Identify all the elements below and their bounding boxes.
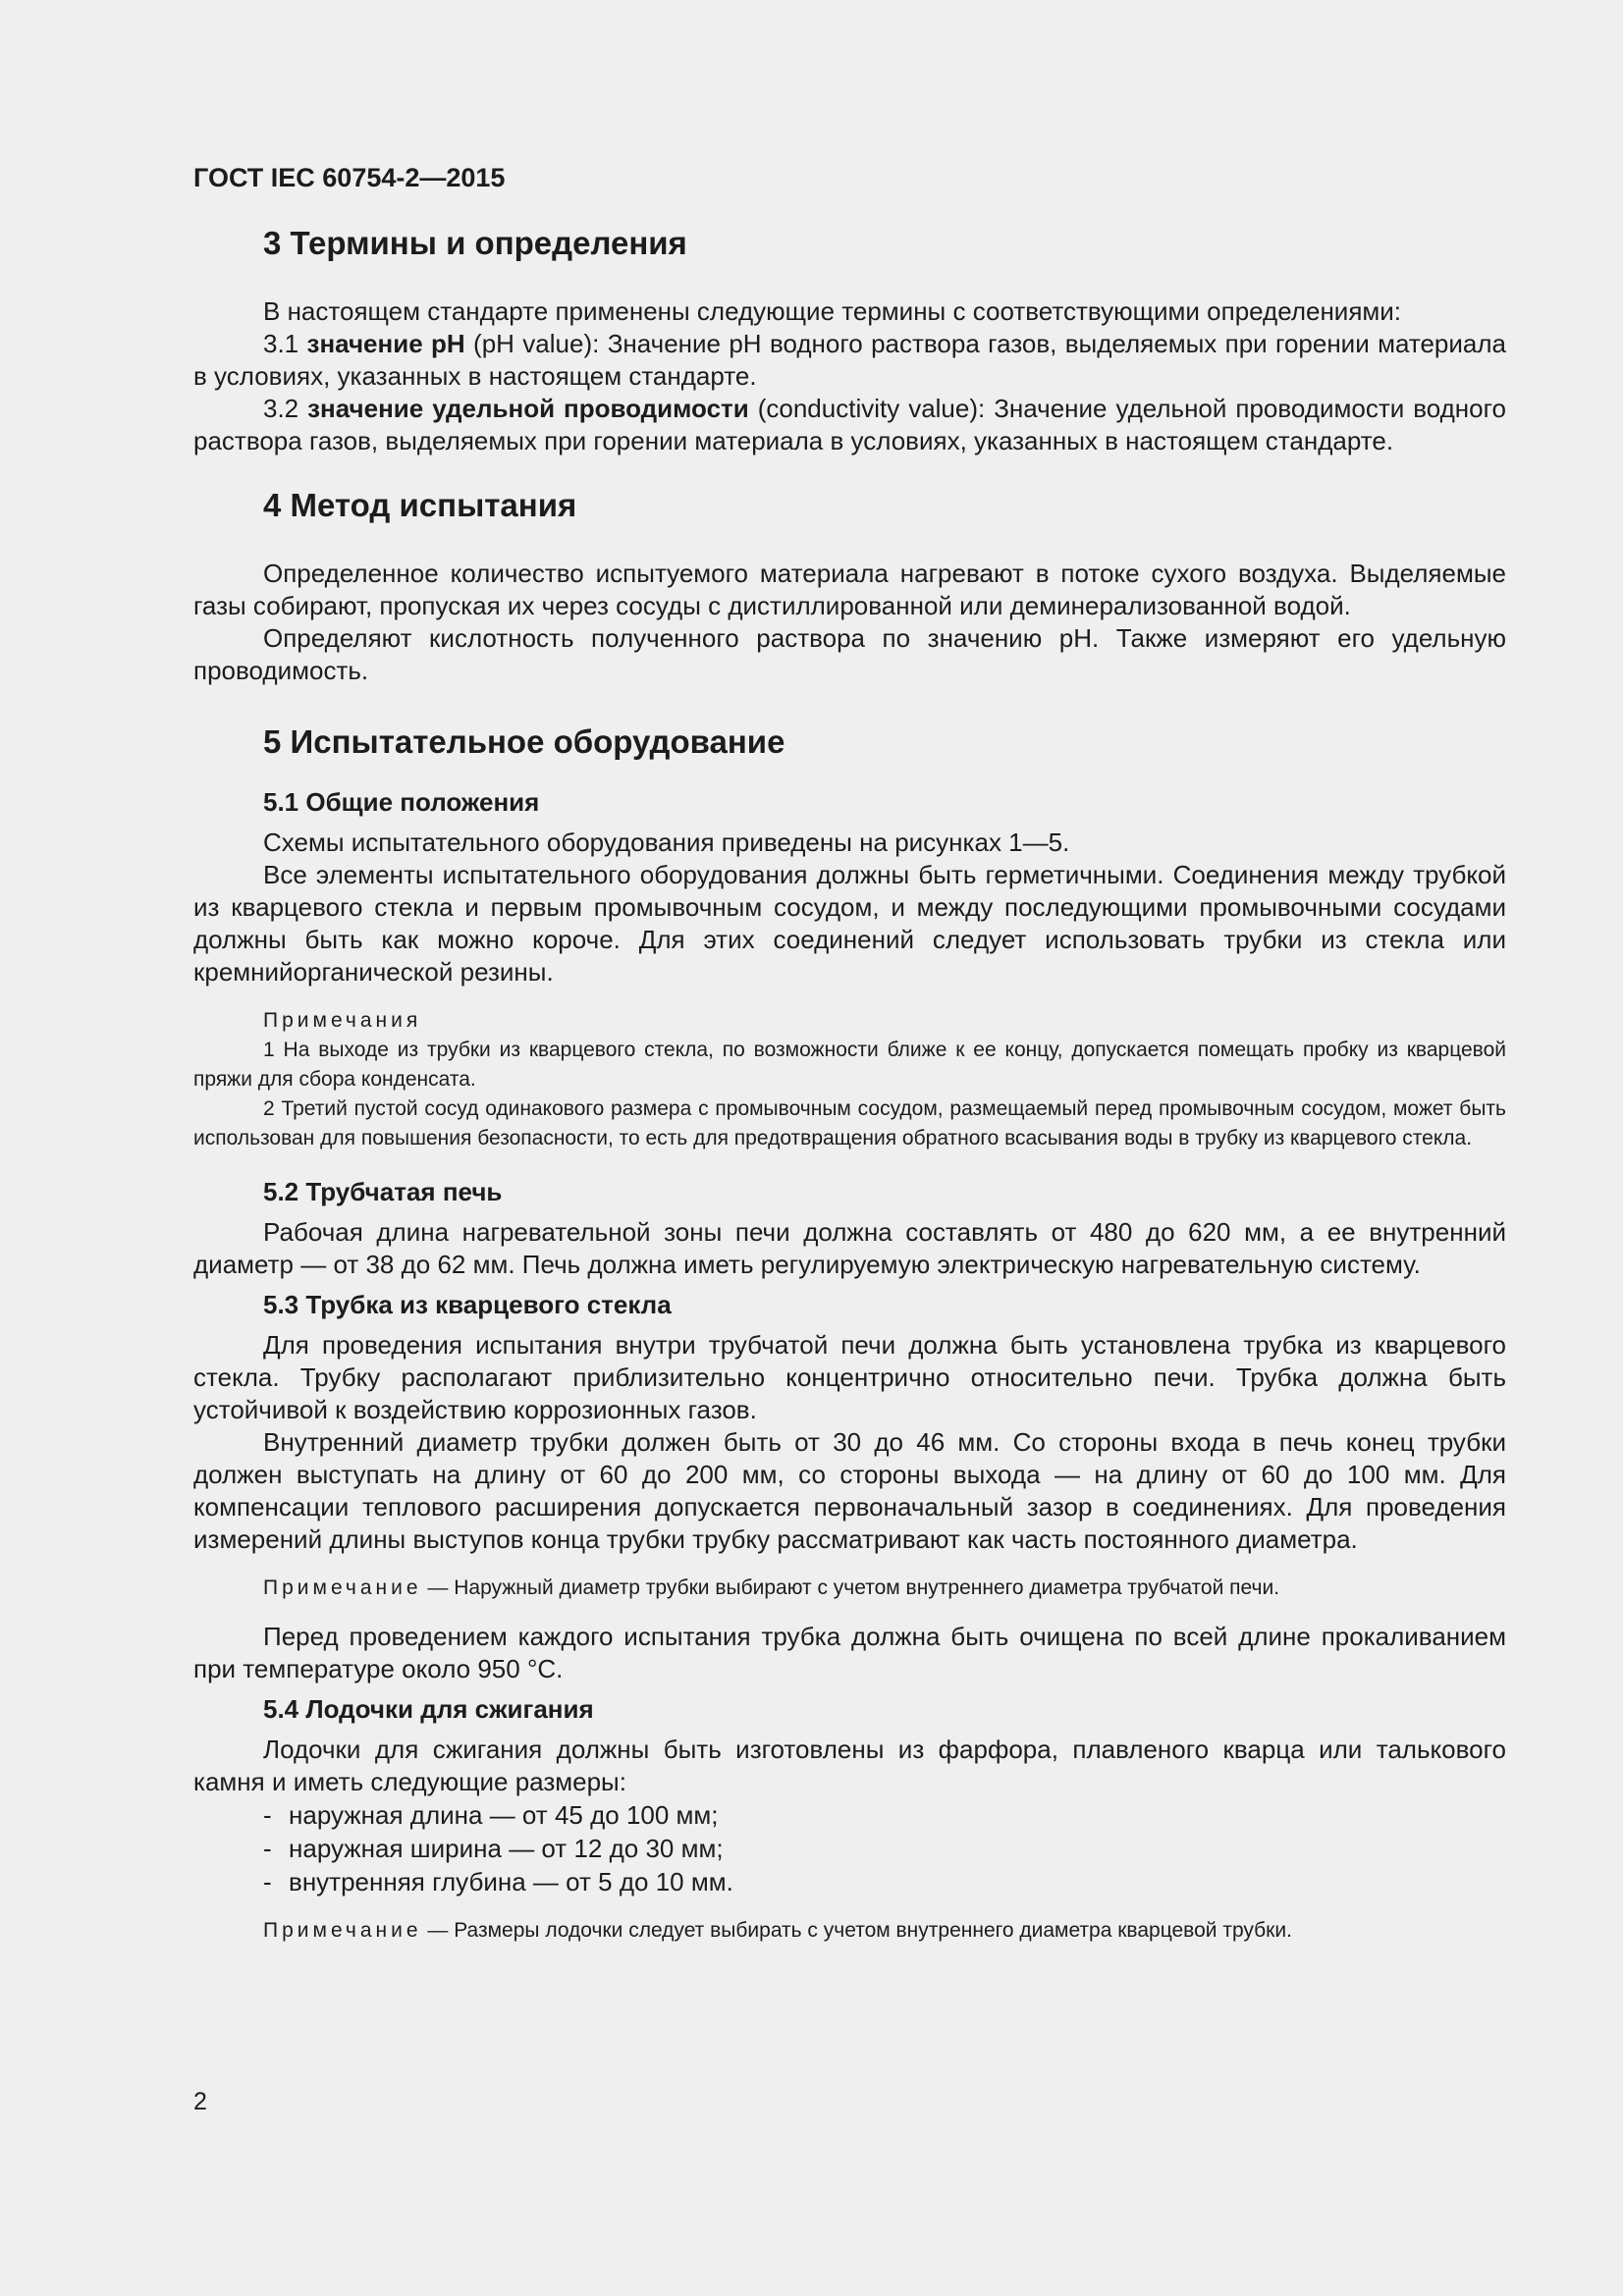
section-5-title: 5 Испытательное оборудование	[263, 723, 785, 760]
dimensions-list	[193, 1798, 1506, 1898]
list-item-text: наружная ширина — от 12 до 30 мм;	[289, 1834, 724, 1863]
term-3-1-term: значение рН	[306, 329, 465, 358]
section-4-paragraph-1: Определенное количество испытуемого материала нагревают в потоке сухого воздуха. Выделяемые газы собирают, пропуская их через сосуды с дистиллированной или деминерализованной водой.	[193, 559, 1506, 620]
subsection-5-3-paragraph-1: Для проведения испытания внутри трубчатой печи должна быть установлена трубка из кварцевого стекла. Трубку располагают приблизительно концентрично относительно печи. Трубка должна быть устойчивой к воздействию коррозионных газов.	[193, 1330, 1506, 1424]
list-item-text: наружная длина — от 45 до 100 мм;	[289, 1800, 719, 1830]
section-3-intro: В настоящем стандарте применены следующие термины с соответствующими определениями:	[263, 296, 1402, 326]
section-3-title: 3 Термины и определения	[263, 225, 687, 261]
list-dash: -	[263, 1867, 272, 1896]
note-text: — Наружный диаметр трубки выбирают с учетом внутреннего диаметра трубчатой печи.	[421, 1576, 1280, 1599]
list-dash: -	[263, 1834, 272, 1863]
notes-label: Примечания	[263, 1009, 422, 1032]
list-item	[193, 1832, 1506, 1865]
subsection-5-1-paragraph-1: Схемы испытательного оборудования приведены на рисунках 1—5.	[263, 828, 1070, 857]
term-3-1-definition: (pH value): Значение рН водного раствора газов, выделяемых при горении материала в условиях, указанных в настоящем стандарте.	[193, 329, 1507, 391]
subsection-5-4-note	[193, 1916, 1506, 1946]
document-code-header: ГОСТ IEC 60754-2—2015	[193, 163, 506, 192]
subsection-5-3-paragraph-3: Перед проведением каждого испытания трубка должна быть очищена по всей длине прокаливанием при температуре около 950 °С.	[193, 1622, 1506, 1683]
term-3-2	[193, 393, 1506, 457]
subsection-5-1-title: 5.1 Общие положения	[263, 787, 540, 817]
subsection-5-1-paragraph-2: Все элементы испытательного оборудования должны быть герметичными. Соединения между трубкой из кварцевого стекла и первым промывочным сосудом, и между последующими промывочными сосудами должны быть как можно короче. Для этих соединений следует использовать трубки из стекла или кремнийорганической резины.	[193, 860, 1506, 987]
list-dash: -	[263, 1800, 272, 1830]
term-3-1-number: 3.1	[263, 329, 307, 358]
subsection-5-3-title: 5.3 Трубка из кварцевого стекла	[263, 1290, 672, 1319]
subsection-5-2-paragraph-1: Рабочая длина нагревательной зоны печи должна составлять от 480 до 620 мм, а ее внутренний диаметр — от 38 до 62 мм. Печь должна иметь регулируемую электрическую нагревательную систему.	[193, 1217, 1506, 1279]
section-4-paragraph-2: Определяют кислотность полученного раствора по значению рН. Также измеряют его удельную проводимость.	[193, 623, 1506, 685]
note-2: 2 Третий пустой сосуд одинакового размера с промывочным сосудом, размещаемый перед промывочным сосудом, может быть использован для повышения безопасности, то есть для предотвращения обратного всасывания воды в трубку из кварцевого стекла.	[193, 1097, 1506, 1149]
subsection-5-3-note	[193, 1574, 1506, 1603]
subsection-5-4-paragraph-1: Лодочки для сжигания должны быть изготовлены из фарфора, плавленого кварца или талькового камня и иметь следующие размеры:	[193, 1735, 1506, 1796]
subsection-5-4-title: 5.4 Лодочки для сжигания	[263, 1694, 594, 1724]
list-item-text: внутренняя глубина — от 5 до 10 мм.	[289, 1867, 733, 1896]
note-label: Примечание	[263, 1576, 422, 1599]
term-3-1	[193, 328, 1506, 393]
list-item	[193, 1798, 1506, 1832]
note-label: Примечание	[263, 1919, 422, 1942]
subsection-5-3-paragraph-2: Внутренний диаметр трубки должен быть от 30 до 46 мм. Со стороны входа в печь конец трубки должен выступать на длину от 60 до 200 мм, со стороны выхода — на длину от 60 до 100 мм. Для компенсации теплового расширения допускается первоначальный зазор в соединениях. Для проведения измерений длины выступов конца трубки трубку рассматривают как часть постоянного диаметра.	[193, 1427, 1506, 1554]
section-4-title: 4 Метод испытания	[263, 487, 577, 523]
page-content	[193, 161, 1506, 1946]
list-item	[193, 1865, 1506, 1898]
term-3-2-number: 3.2	[263, 394, 308, 423]
term-3-2-definition: (conductivity value): Значение удельной проводимости водного раствора газов, выделяемых при горении материала в условиях, указанных в настоящем стандарте.	[193, 394, 1506, 455]
note-1: 1 На выходе из трубки из кварцевого стекла, по возможности ближе к ее концу, допускается помещать пробку из кварцевой пряжи для сбора конденсата.	[193, 1039, 1506, 1091]
page-number: 2	[193, 2088, 207, 2115]
subsection-5-2-title: 5.2 Трубчатая печь	[263, 1177, 503, 1206]
term-3-2-term: значение удельной проводимости	[307, 394, 749, 423]
note-text: — Размеры лодочки следует выбирать с учетом внутреннего диаметра кварцевой трубки.	[421, 1919, 1292, 1942]
